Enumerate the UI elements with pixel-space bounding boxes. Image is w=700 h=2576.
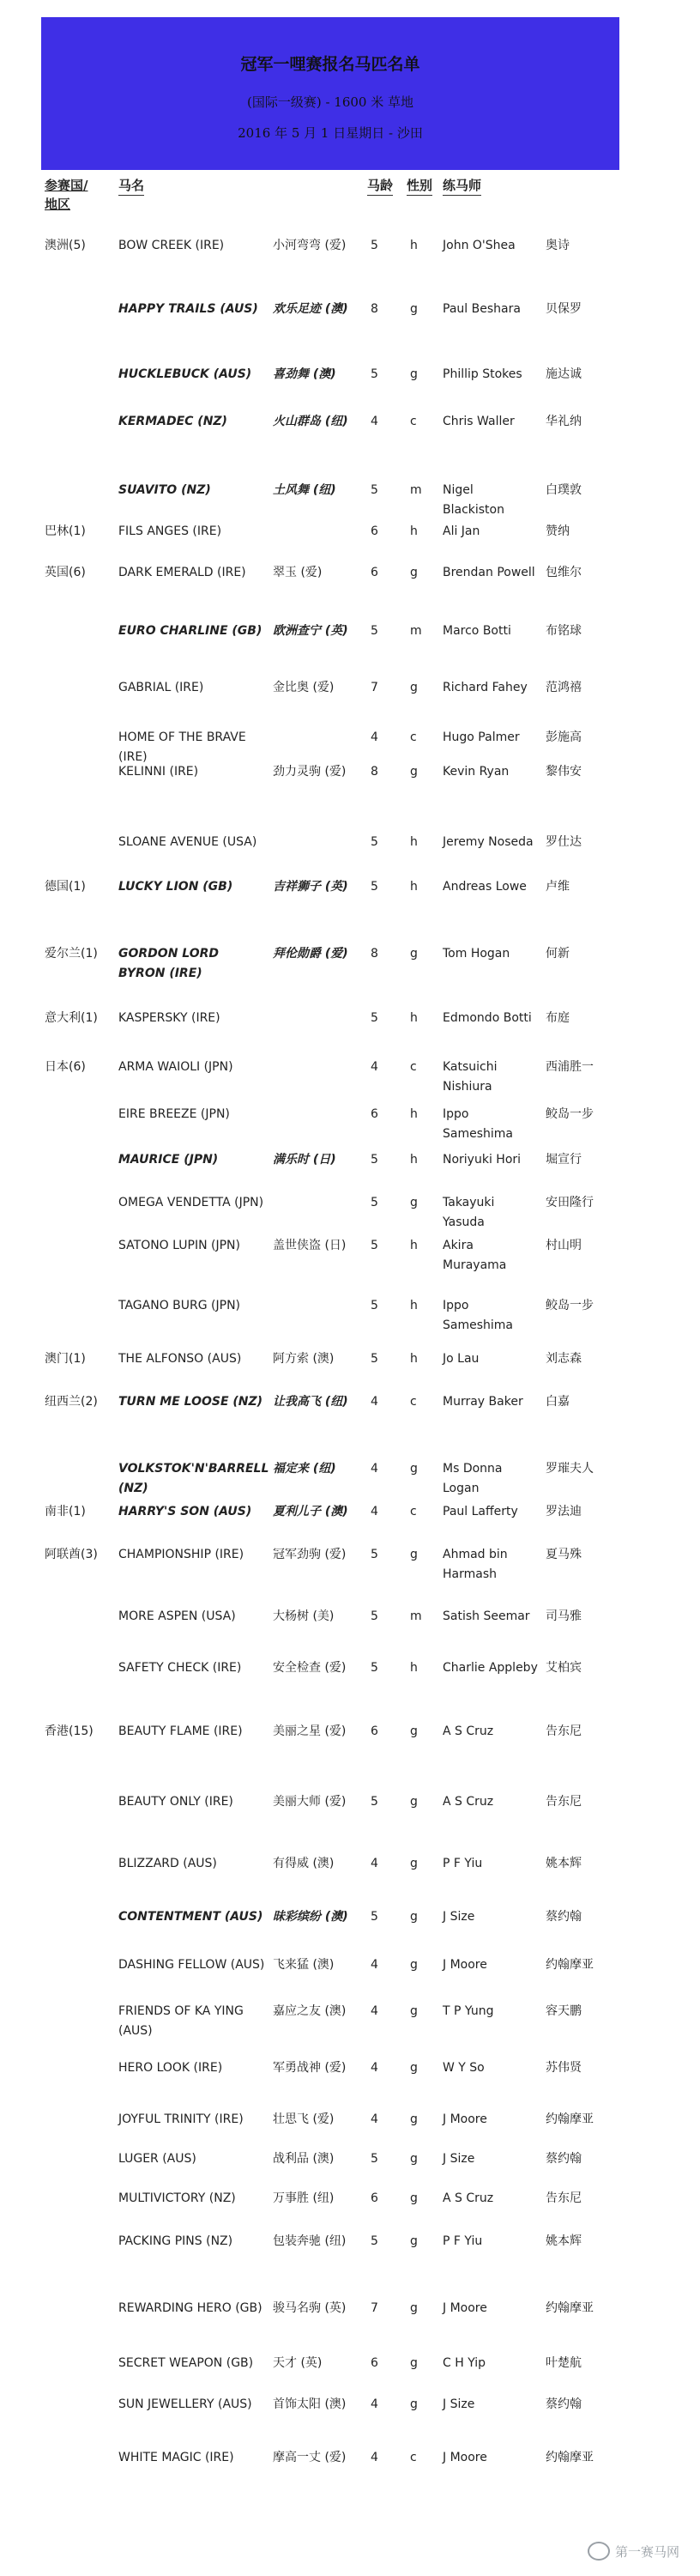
row-5-trainer: Ali Jan [443,524,480,538]
row-25-cn: 冠军劲驹 (爱) [273,1548,347,1561]
row-28-trainer: A S Cruz [443,1724,494,1738]
row-8-age: 7 [371,681,378,694]
row-0-cn: 小河弯弯 (爱) [273,239,347,252]
row-40-trainer: C H Yip [443,2356,486,2370]
row-40-cn: 天才 (英) [273,2356,323,2370]
row-12-en: LUCKY LION (GB) [118,880,233,894]
row-11-tcn: 罗仕达 [546,835,582,849]
col-header-trainer: 练马师 [443,176,481,196]
row-34-tcn: 苏伟贤 [546,2061,582,2075]
row-42-cn: 摩高一丈 (爱) [273,2451,347,2464]
row-32-trainer: J Moore [443,1958,487,1972]
row-20-age: 5 [371,1299,378,1312]
row-11-en: SLOANE AVENUE (USA) [118,835,257,849]
row-23-cn: 福定来 (纽) [273,1462,336,1476]
row-18-en: OMEGA VENDETTA (JPN) [118,1196,264,1209]
row-3-tcn: 华礼纳 [546,415,582,428]
row-1-sex: g [410,302,418,316]
row-13-en: GORDON LORD BYRON (IRE) [118,947,220,980]
row-26-trainer: Satish Seemar [443,1609,530,1623]
row-1-trainer: Paul Beshara [443,302,521,316]
row-37-trainer: A S Cruz [443,2191,494,2205]
row-9-sex: c [410,730,417,744]
title-banner [41,17,619,170]
row-11-trainer: Jeremy Noseda [443,835,534,849]
row-42-sex: c [410,2451,417,2464]
row-29-sex: g [410,1795,418,1809]
row-26-cn: 大杨树 (美) [273,1609,335,1623]
row-17-age: 5 [371,1153,378,1167]
row-1-tcn: 贝保罗 [546,302,582,316]
row-31-trainer: J Size [443,1910,475,1924]
row-15-region: 日本(6) [45,1060,86,1074]
row-37-en: MULTIVICTORY (NZ) [118,2191,236,2205]
row-21-age: 5 [371,1352,378,1366]
row-38-cn: 包装奔驰 (纽) [273,2234,347,2248]
row-18-trainer: Takayuki Yasuda [443,1196,495,1229]
row-14-sex: h [410,1011,418,1025]
row-37-cn: 万事胜 (纽) [273,2191,335,2205]
row-0-age: 5 [371,239,378,252]
row-15-tcn: 西浦胜一 [546,1060,594,1074]
row-41-trainer: J Size [443,2397,475,2411]
row-10-age: 8 [371,765,378,779]
row-16-age: 6 [371,1107,378,1121]
row-29-trainer: A S Cruz [443,1795,494,1809]
row-4-trainer: Nigel Blackiston [443,483,504,517]
row-25-sex: g [410,1548,418,1561]
row-3-age: 4 [371,415,378,428]
row-4-age: 5 [371,483,378,497]
row-12-tcn: 卢维 [546,880,570,894]
row-12-age: 5 [371,880,378,894]
row-30-en: BLIZZARD (AUS) [118,1857,217,1870]
row-31-en: CONTENTMENT (AUS) [118,1910,263,1924]
row-28-region: 香港(15) [45,1724,94,1738]
watermark-text: 第一赛马网 [614,2543,679,2560]
row-39-en: REWARDING HERO (GB) [118,2301,262,2315]
row-38-en: PACKING PINS (NZ) [118,2234,233,2248]
race-date: 2016 年 5 月 1 日星期日 - 沙田 [238,125,423,141]
row-7-en: EURO CHARLINE (GB) [118,624,262,638]
row-25-en: CHAMPIONSHIP (IRE) [118,1548,244,1561]
row-23-age: 4 [371,1462,378,1476]
row-6-cn: 翠玉 (爱) [273,566,323,579]
row-26-age: 5 [371,1609,378,1623]
row-1-cn: 欢乐足迹 (澳) [273,302,348,316]
row-6-trainer: Brendan Powell [443,566,535,579]
row-8-tcn: 范鸿禧 [546,681,582,694]
row-10-cn: 劲力灵驹 (爱) [273,765,347,779]
row-35-trainer: J Moore [443,2112,487,2126]
row-19-tcn: 村山明 [546,1239,582,1252]
row-25-trainer: Ahmad bin Harmash [443,1548,508,1581]
row-27-cn: 安全检查 (爱) [273,1661,347,1675]
row-37-tcn: 告东尼 [546,2191,582,2205]
row-36-age: 5 [371,2152,378,2166]
row-11-sex: h [410,835,418,849]
row-6-region: 英国(6) [45,566,86,579]
row-17-tcn: 堀宣行 [546,1153,582,1167]
row-23-trainer: Ms Donna Logan [443,1462,503,1495]
row-2-en: HUCKLEBUCK (AUS) [118,367,252,381]
row-0-trainer: John O'Shea [443,239,516,252]
row-36-tcn: 蔡约翰 [546,2152,582,2166]
row-24-cn: 夏利儿子 (澳) [273,1505,348,1518]
row-2-trainer: Phillip Stokes [443,367,522,381]
row-39-tcn: 约翰摩亚 [546,2301,594,2315]
row-10-en: KELINNI (IRE) [118,765,199,779]
row-12-cn: 吉祥狮子 (英) [273,880,348,894]
row-38-sex: g [410,2234,418,2248]
row-7-age: 5 [371,624,378,638]
row-21-tcn: 刘志森 [546,1352,582,1366]
row-22-trainer: Murray Baker [443,1395,523,1409]
row-22-cn: 让我高飞 (纽) [273,1395,348,1409]
row-22-age: 4 [371,1395,378,1409]
row-3-sex: c [410,415,417,428]
row-9-tcn: 彭施高 [546,730,582,744]
row-34-sex: g [410,2061,418,2075]
row-5-tcn: 赞纳 [546,524,570,538]
row-27-trainer: Charlie Appleby [443,1661,538,1675]
row-22-tcn: 白嘉 [546,1395,570,1409]
row-33-cn: 嘉应之友 (澳) [273,2004,347,2018]
row-42-age: 4 [371,2451,378,2464]
row-0-en: BOW CREEK (IRE) [118,239,225,252]
row-42-en: WHITE MAGIC (IRE) [118,2451,234,2464]
row-20-trainer: Ippo Sameshima [443,1299,513,1332]
row-35-cn: 壮思飞 (爱) [273,2112,335,2126]
watermark [588,2542,679,2561]
row-4-cn: 土风舞 (纽) [273,483,336,497]
row-2-age: 5 [371,367,378,381]
row-7-trainer: Marco Botti [443,624,511,638]
row-15-age: 4 [371,1060,378,1074]
row-24-en: HARRY'S SON (AUS) [118,1505,252,1518]
row-41-tcn: 蔡约翰 [546,2397,582,2411]
row-38-age: 5 [371,2234,378,2248]
row-30-trainer: P F Yiu [443,1857,483,1870]
row-16-trainer: Ippo Sameshima [443,1107,513,1141]
row-2-sex: g [410,367,418,381]
row-18-sex: g [410,1196,418,1209]
row-35-tcn: 约翰摩亚 [546,2112,594,2126]
row-33-tcn: 容天鹏 [546,2004,582,2018]
row-13-age: 8 [371,947,378,961]
col-header-region-line2: 地区 [45,197,71,212]
row-32-age: 4 [371,1958,378,1972]
row-20-sex: h [410,1299,418,1312]
row-14-trainer: Edmondo Botti [443,1011,532,1025]
row-32-sex: g [410,1958,418,1972]
row-26-tcn: 司马雅 [546,1609,582,1623]
row-8-sex: g [410,681,418,694]
row-14-region: 意大利(1) [45,1011,98,1025]
row-0-tcn: 奥诗 [546,239,570,252]
row-34-en: HERO LOOK (IRE) [118,2061,223,2075]
col-header-name: 马名 [118,176,144,196]
row-25-region: 阿联酋(3) [45,1548,98,1561]
row-26-sex: m [410,1609,422,1623]
row-19-trainer: Akira Murayama [443,1239,507,1272]
row-31-sex: g [410,1910,418,1924]
row-22-region: 纽西兰(2) [45,1395,98,1409]
row-33-trainer: T P Yung [443,2004,494,2018]
row-3-trainer: Chris Waller [443,415,515,428]
row-10-tcn: 黎伟安 [546,765,582,779]
row-23-en: VOLKSTOK'N'BARRELL (NZ) [118,1462,269,1495]
row-41-en: SUN JEWELLERY (AUS) [118,2397,252,2411]
row-14-en: KASPERSKY (IRE) [118,1011,220,1025]
row-16-sex: h [410,1107,418,1121]
row-17-en: MAURICE (JPN) [118,1153,219,1167]
page-title: 冠军一哩赛报名马匹名单 [240,55,420,74]
row-26-en: MORE ASPEN (USA) [118,1609,236,1623]
row-22-sex: c [410,1395,417,1409]
row-38-tcn: 姚本辉 [546,2234,582,2248]
row-17-sex: h [410,1153,418,1167]
row-39-cn: 骏马名驹 (英) [273,2301,347,2315]
row-33-sex: g [410,2004,418,2018]
row-12-sex: h [410,880,418,894]
wechat-icon [588,2542,610,2561]
row-2-tcn: 施达诚 [546,367,582,381]
row-32-cn: 飞来猛 (澳) [273,1958,335,1972]
row-21-region: 澳门(1) [45,1352,86,1366]
row-40-en: SECRET WEAPON (GB) [118,2356,254,2370]
row-28-sex: g [410,1724,418,1738]
row-23-tcn: 罗璀夫人 [546,1462,594,1476]
row-9-en: HOME OF THE BRAVE (IRE) [118,730,246,764]
row-25-age: 5 [371,1548,378,1561]
row-39-age: 7 [371,2301,378,2315]
row-41-sex: g [410,2397,418,2411]
row-27-sex: h [410,1661,418,1675]
col-header-region [45,176,88,214]
row-12-region: 德国(1) [45,880,86,894]
row-14-tcn: 布庭 [546,1011,570,1025]
row-34-trainer: W Y So [443,2061,485,2075]
row-34-age: 4 [371,2061,378,2075]
row-24-tcn: 罗法迪 [546,1505,582,1518]
row-20-tcn: 鲛岛一步 [546,1299,594,1312]
row-19-en: SATONO LUPIN (JPN) [118,1239,240,1252]
row-3-en: KERMADEC (NZ) [118,415,227,428]
row-39-trainer: J Moore [443,2301,487,2315]
row-5-age: 6 [371,524,378,538]
row-6-tcn: 包维尔 [546,566,582,579]
row-30-tcn: 姚本辉 [546,1857,582,1870]
col-header-region-line1: 参赛国/ [45,178,88,193]
row-14-age: 5 [371,1011,378,1025]
row-23-sex: g [410,1462,418,1476]
row-13-sex: g [410,947,418,961]
row-11-age: 5 [371,835,378,849]
row-31-tcn: 蔡约翰 [546,1910,582,1924]
row-24-region: 南非(1) [45,1505,86,1518]
row-33-en: FRIENDS OF KA YING (AUS) [118,2004,244,2038]
row-7-sex: m [410,624,422,638]
row-5-region: 巴林(1) [45,524,86,538]
row-42-tcn: 约翰摩亚 [546,2451,594,2464]
row-29-en: BEAUTY ONLY (IRE) [118,1795,233,1809]
row-13-trainer: Tom Hogan [443,947,510,961]
row-40-age: 6 [371,2356,378,2370]
row-29-age: 5 [371,1795,378,1809]
row-13-cn: 拜伦勋爵 (爱) [273,947,348,961]
row-34-cn: 军勇战神 (爱) [273,2061,347,2075]
col-header-sex: 性别 [407,176,432,196]
row-38-trainer: P F Yiu [443,2234,483,2248]
row-9-age: 4 [371,730,378,744]
row-30-age: 4 [371,1857,378,1870]
row-27-age: 5 [371,1661,378,1675]
row-29-tcn: 告东尼 [546,1795,582,1809]
row-29-cn: 美丽大师 (爱) [273,1795,347,1809]
row-35-age: 4 [371,2112,378,2126]
row-17-trainer: Noriyuki Hori [443,1153,522,1167]
row-15-sex: c [410,1060,417,1074]
row-15-trainer: Katsuichi Nishiura [443,1060,498,1094]
row-10-sex: g [410,765,418,779]
row-15-en: ARMA WAIOLI (JPN) [118,1060,233,1074]
row-36-trainer: J Size [443,2152,475,2166]
row-36-sex: g [410,2152,418,2166]
row-42-trainer: J Moore [443,2451,487,2464]
row-39-sex: g [410,2301,418,2315]
row-21-trainer: Jo Lau [443,1352,480,1366]
row-28-cn: 美丽之星 (爱) [273,1724,347,1738]
row-35-en: JOYFUL TRINITY (IRE) [118,2112,244,2126]
col-header-age: 马龄 [367,176,393,196]
row-19-age: 5 [371,1239,378,1252]
row-30-sex: g [410,1857,418,1870]
row-31-age: 5 [371,1910,378,1924]
row-8-trainer: Richard Fahey [443,681,528,694]
row-40-tcn: 叶楚航 [546,2356,582,2370]
row-28-age: 6 [371,1724,378,1738]
row-5-en: FILS ANGES (IRE) [118,524,222,538]
row-6-age: 6 [371,566,378,579]
row-28-tcn: 告东尼 [546,1724,582,1738]
row-3-cn: 火山群岛 (纽) [273,415,348,428]
row-5-sex: h [410,524,418,538]
row-40-sex: g [410,2356,418,2370]
row-24-age: 4 [371,1505,378,1518]
row-4-tcn: 白璞敦 [546,483,582,497]
row-17-cn: 满乐时 (日) [273,1153,336,1167]
row-37-sex: g [410,2191,418,2205]
row-4-en: SUAVITO (NZ) [118,483,211,497]
row-33-age: 4 [371,2004,378,2018]
row-19-cn: 盖世侠盗 (日) [273,1239,347,1252]
row-1-en: HAPPY TRAILS (AUS) [118,302,258,316]
row-27-tcn: 艾柏宾 [546,1661,582,1675]
row-8-en: GABRIAL (IRE) [118,681,204,694]
row-9-trainer: Hugo Palmer [443,730,520,744]
row-24-trainer: Paul Lafferty [443,1505,518,1518]
row-6-sex: g [410,566,418,579]
row-36-cn: 战利品 (澳) [273,2152,335,2166]
row-18-age: 5 [371,1196,378,1209]
row-0-sex: h [410,239,418,252]
row-12-trainer: Andreas Lowe [443,880,527,894]
row-18-tcn: 安田隆行 [546,1196,594,1209]
row-7-tcn: 布铭球 [546,624,582,638]
row-32-en: DASHING FELLOW (AUS) [118,1958,265,1972]
row-4-sex: m [410,483,422,497]
row-6-en: DARK EMERALD (IRE) [118,566,246,579]
row-13-tcn: 何新 [546,947,570,961]
row-19-sex: h [410,1239,418,1252]
row-37-age: 6 [371,2191,378,2205]
row-32-tcn: 约翰摩亚 [546,1958,594,1972]
row-27-en: SAFETY CHECK (IRE) [118,1661,242,1675]
row-20-en: TAGANO BURG (JPN) [118,1299,241,1312]
row-21-cn: 阿方索 (澳) [273,1352,335,1366]
row-21-sex: h [410,1352,418,1366]
row-41-cn: 首饰太阳 (澳) [273,2397,347,2411]
row-1-age: 8 [371,302,378,316]
row-22-en: TURN ME LOOSE (NZ) [118,1395,263,1409]
row-10-trainer: Kevin Ryan [443,765,510,779]
row-13-region: 爱尔兰(1) [45,947,98,961]
row-30-cn: 有得威 (澳) [273,1857,335,1870]
row-28-en: BEAUTY FLAME (IRE) [118,1724,243,1738]
row-21-en: THE ALFONSO (AUS) [118,1352,242,1366]
row-8-cn: 金比奥 (爱) [273,681,335,694]
row-0-region: 澳洲(5) [45,239,86,252]
row-7-cn: 欧洲查宁 (英) [273,624,348,638]
row-24-sex: c [410,1505,417,1518]
row-25-tcn: 夏马殊 [546,1548,582,1561]
row-31-cn: 昧彩缤纷 (澳) [273,1910,348,1924]
row-41-age: 4 [371,2397,378,2411]
race-subtitle: (国际一级赛) - 1600 米 草地 [246,94,414,110]
row-2-cn: 喜劲舞 (澳) [273,367,336,381]
row-16-en: EIRE BREEZE (JPN) [118,1107,230,1121]
row-35-sex: g [410,2112,418,2126]
row-36-en: LUGER (AUS) [118,2152,196,2166]
row-16-tcn: 鲛岛一步 [546,1107,594,1121]
